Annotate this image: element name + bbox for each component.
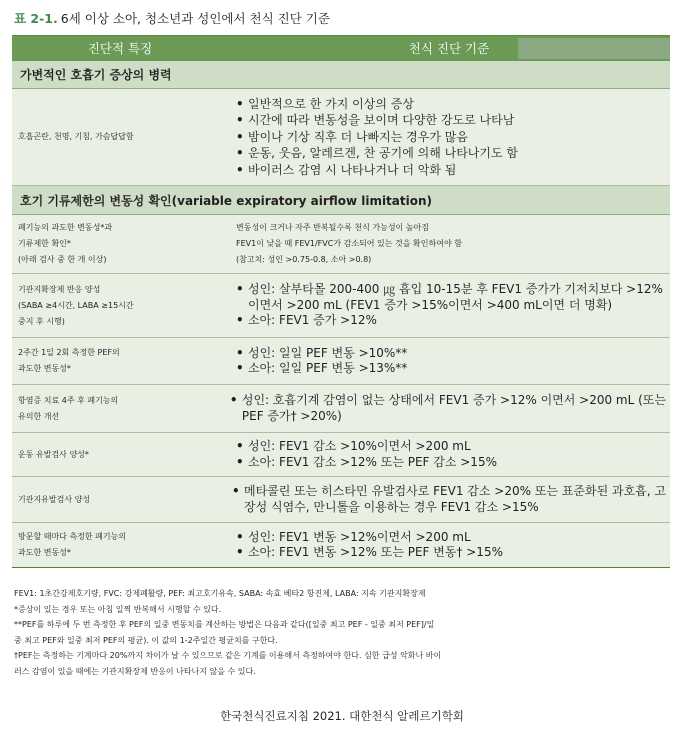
- bullet-item: • 성인: 일일 PEF 변동 >10%**: [236, 345, 408, 360]
- feature-text: 항염증 치료 4주 후 폐기능의: [18, 395, 119, 405]
- table-title: [14, 11, 330, 27]
- feature-text: 유의한 개선: [18, 411, 60, 421]
- header-criteria: 천식 진단 기준: [408, 41, 490, 56]
- feature-text: 과도한 변동성*: [18, 548, 71, 557]
- bullet-item: • 밤이나 기상 직후 더 나빠지는 경우가 많음: [236, 129, 468, 144]
- criteria-cell: [224, 477, 670, 522]
- footnote-dagger-cont: 러스 감염이 있을 때에는 기관지확장제 반응이 나타나지 않을 수 있다.: [14, 666, 256, 676]
- section-header-airflow: 호기 기류제한의 변동성 확인(variable expiratory airflow limitation): [12, 186, 670, 215]
- feature-text: 기류제한 확인*: [18, 239, 71, 248]
- bullet-item: • 소아: FEV1 변동 >12% 또는 PEF 변동† >15%: [236, 545, 503, 559]
- bullet-item: • 성인: FEV1 감소 >10%이면서 >200 mL: [236, 439, 471, 453]
- table-title-text: 6세 이상 소아, 청소년과 성인에서 천식 진단 기준: [60, 11, 330, 26]
- feature-cell: [12, 385, 222, 432]
- feature-text: 호흡곤란, 천명, 기침, 가슴답답함: [18, 132, 134, 141]
- feature-text: 폐기능의 과도한 변동성*과: [18, 223, 113, 232]
- bullet-item: • 성인: FEV1 변동 >12%이면서 >200 mL: [236, 529, 471, 544]
- feature-text: (아래 검사 중 한 개 이상): [18, 255, 107, 264]
- feature-text: 방문할 때마다 측정한 폐기능의: [18, 532, 127, 541]
- table-row-provocation: [12, 477, 670, 523]
- criteria-cell: [228, 274, 670, 337]
- feature-text: 과도한 변동성*: [18, 364, 71, 373]
- bullet-item: • 운동, 웃음, 알레르겐, 찬 공기에 의해 나타나기도 함: [236, 146, 518, 161]
- feature-cell: [12, 477, 224, 522]
- criteria-text: 변동성이 크거나 자주 반복될수록 천식 가능성이 높아짐: [236, 223, 429, 232]
- bullet-item: • 시간에 따라 변동성을 보이며 다양한 강도로 나타남: [236, 113, 515, 128]
- criteria-cell: [228, 89, 670, 185]
- header-criteria-cell: [228, 36, 670, 61]
- bullet-item: • 성인: 호흡기계 감염이 없는 상태에서 FEV1 증가 >12% 이면서 >200 mL (또는: [229, 393, 666, 407]
- feature-cell: [12, 523, 228, 567]
- footnote-abbreviations: FEV1: 1초간강제호기량, FVC: 강제폐활량, PEF: 최고호기유속, SABA: 속효 베타2 항진제, LABA: 지속 기관지확장제: [14, 589, 426, 598]
- section-header-symptoms: 가변적인 호흡기 증상의 병력: [12, 61, 670, 89]
- bullet-item: • 바이러스 감염 시 나타나거나 더 악화 됨: [236, 162, 457, 177]
- criteria-cell: [228, 215, 670, 273]
- redacted-overlay: [518, 38, 670, 59]
- table-row-symptoms: [12, 89, 670, 186]
- footnote-double-asterisk: **PEF를 하루에 두 번 측정한 후 PEF의 일중 변동치를 계산하는 방법은 다음과 같다([일중 최고 PEF - 일중 최저 PEF]/일: [14, 620, 435, 630]
- feature-text: 기관지확장제 반응 양성: [18, 284, 101, 294]
- criteria-cell: [228, 523, 670, 567]
- feature-cell: [12, 274, 228, 337]
- bullet-item: • 소아: FEV1 감소 >12% 또는 PEF 감소 >15%: [236, 454, 497, 469]
- table-row-exercise: [12, 433, 670, 477]
- table-row-visit-variability: [12, 523, 670, 567]
- criteria-cell: [222, 385, 670, 432]
- criteria-cell: [228, 433, 670, 476]
- bullet-continuation: PEF 증가† >20%): [241, 408, 342, 423]
- bullet-item: • 소아: FEV1 증가 >12%: [236, 313, 377, 328]
- footnote-dagger: †PEF는 측정하는 기계마다 20%까지 차이가 날 수 있으므로 같은 기계를 이용해서 측정하여야 한다. 심한 급성 악화나 바이: [14, 651, 442, 661]
- feature-text: (SABA ≥4시간, LABA ≥15시간: [18, 300, 134, 310]
- header-feature: 진단적 특징: [87, 41, 153, 56]
- bullet-item: • 소아: 일일 PEF 변동 >13%**: [236, 361, 408, 375]
- feature-cell: [12, 89, 228, 185]
- feature-text: 중지 후 시행): [18, 316, 65, 326]
- source-caption: 한국천식진료지침 2021. 대한천식 알레르기학회: [220, 709, 464, 723]
- feature-cell: [12, 215, 228, 273]
- table-row-pef-variability: [12, 338, 670, 385]
- feature-text: 운동 유발검사 양성*: [18, 449, 89, 459]
- bullet-item: • 일반적으로 한 가지 이상의 증상: [236, 96, 414, 111]
- table-row-bronchodilator: [12, 274, 670, 338]
- footnotes: [14, 586, 670, 680]
- diagnosis-criteria-table: [12, 35, 670, 568]
- feature-cell: [12, 338, 228, 384]
- bullet-continuation: 장성 식염수, 만니톨을 이용하는 경우 FEV1 감소 >15%: [244, 499, 539, 514]
- bullet-item: • 메타콜린 또는 히스타민 유발검사로 FEV1 감소 >20% 또는 표준화된 과호흡, 고: [232, 484, 666, 498]
- feature-cell: [12, 433, 228, 476]
- table-header: [12, 36, 670, 61]
- criteria-cell: [228, 338, 670, 384]
- table-row-intro: [12, 215, 670, 274]
- footnote-asterisk: *증상이 있는 경우 또는 아침 일찍 반복해서 시행할 수 있다.: [14, 604, 222, 614]
- footnote-double-asterisk-cont: 중 최고 PEF와 일중 최저 PEF의 평균). 이 값의 1-2주일간 평균치를 구한다.: [14, 635, 278, 645]
- table-row-anti-inflammatory: [12, 385, 670, 433]
- criteria-text: (참고치: 성인 >0.75-0.8, 소아 >0.8): [236, 255, 372, 264]
- criteria-text: FEV1이 낮을 때 FEV1/FVC가 감소되어 있는 것을 확인하여야 함: [236, 239, 462, 248]
- bullet-item: • 성인: 살부타몰 200-400 ㎍ 흡입 10-15분 후 FEV1 증가가 기저치보다 >12%: [236, 282, 663, 297]
- bullet-continuation: 이면서 >200 mL (FEV1 증가 >15%이면서 >400 mL이면 더 명확): [248, 297, 613, 312]
- feature-text: 2주간 1일 2회 측정한 PEF의: [18, 348, 120, 357]
- feature-text: 기관지유발검사 양성: [18, 494, 91, 504]
- table-number: 표 2-1.: [14, 11, 58, 26]
